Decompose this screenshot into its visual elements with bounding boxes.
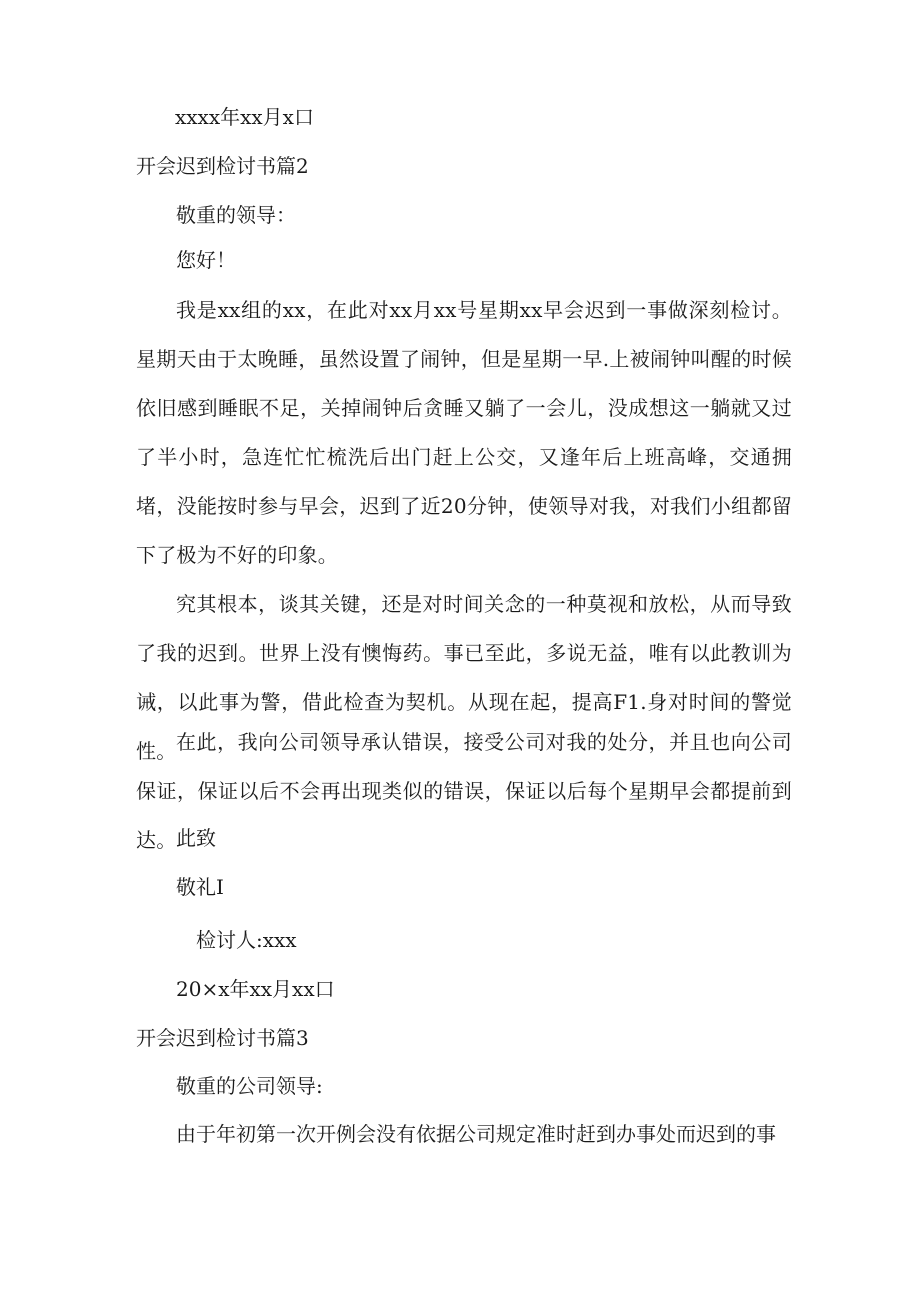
body-paragraph-4: 由于年初第一次开例会没有依据公司规定准时赶到办事处而迟到的事 (176, 1122, 776, 1146)
greeting: 您好！ (176, 248, 236, 272)
body-paragraph-3: 在此，我向公司领导承认错误，接受公司对我的处分，并且也向公司保证，保证以后不会再出现类似的错误，保证以后每个星期早会都提前到达。 (136, 730, 792, 852)
signature-line: 检讨人:xxx (196, 928, 297, 952)
closing-cizhi: 此致 (176, 826, 216, 850)
body-paragraph-1: 我是xx组的xx，在此对xx月xx号星期xx早会迟到一事做深刻检讨。星期天由于太晚睡，虽然设置了闹钟，但是星期一早.上被闹钟叫醒的时候依旧感到睡眠不足，关掉闹钟后贪睡又躺了一会儿，没成想这一躺就又过了半小时，急连忙忙梳洗后出门赶上公交，又逢年后上班高峰，交通拥堵，没能按时参与早会，迟到了近20分钟，使领导对我，对我们小组都留下了极为不好的印象。 (136, 298, 792, 567)
salutation-company-leader: 敬重的公司领导: (176, 1074, 323, 1098)
body-paragraph-2: 究其根本，谈其关键，还是对时间关念的一种莫视和放松，从而导致了我的迟到。世界上没有懊悔药。事已至此，多说无益，唯有以此教训为诫，以此事为警，借此检查为契机。从现在起，提高F1.身对时间的警觉性。 (136, 592, 792, 763)
closing-jingli: 敬礼I (176, 875, 224, 899)
salutation-leader: 敬重的领导： (176, 203, 296, 227)
date-line-top: xxxx年xx月x口 (175, 105, 314, 129)
section-heading-2: 开会迟到检讨书篇2 (136, 154, 309, 178)
section-heading-3: 开会迟到检讨书篇3 (136, 1026, 309, 1050)
date-line-bottom: 20×x年xx月xx口 (176, 977, 335, 1001)
